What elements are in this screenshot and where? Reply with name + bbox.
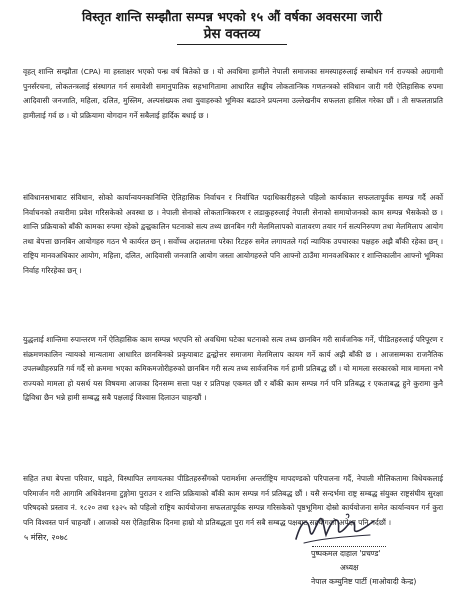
signature-line xyxy=(312,546,386,547)
subtitle-underline xyxy=(177,44,287,45)
paragraph-1: वृहत् शान्ति सम्झौता (CPA) मा हस्ताक्षर भएको पन्ध्र वर्ष बितेको छ । यो अवधिमा हामीले नेपाली समाजका समस्याहरुलाई सम्बोधन गर्न राज्यको अग्रगामी पुनर्संरचना, लोकतन्त्रलाई संस्थागत गर्न समावेशी समानुपातिक सहभागितामा आधारित सङ्घीय लोकतान्त्रिक गणतन्त्रको संविधान जारी गरी ऐतिहासिक रुपमा आदिवासी जनजाति, महिला, दलित, मुस्लिम, अल्पसंख्यक तथा युवाहरुको भूमिका बढाउने प्रयत्नमा उल्लेखनीय सफलता हासिल गरेका छौं । ती सफलताप्रति हामीलाई गर्व छ । यो प्रक्रियामा योगदान गर्ने सबैलाई हार्दिक बधाई छ । xyxy=(23,67,443,120)
release-date: ५ मंसिर, २०७८ xyxy=(24,533,68,542)
signer-name: पुष्पकमल दाहाल 'प्रचण्ड' xyxy=(311,549,381,558)
paragraph-4: सहित तथा बेपत्ता परिवार, घाइते, विस्थापित लगायतका पीडितहरुसँगको परामर्शमा अन्तर्राष्ट्रिय मापदण्डको परिपालना गर्दै, नेपाली मौलिकतामा विधेयकलाई परिमार्जन गरी आगामि अधिवेशनमा टुङ्गोमा पुराउन र शान्ति प्रक्रियाको बाँकी काम सम्पन्न गर्न प्रतिबद्ध छौं । यसै सन्दर्भमा राष्ट्र सम्बद्ध संयुक्त राष्ट्रसंघीय सुरक्षा परिषदको प्रस्ताव नं. १८२० तथा १३२५ को पहिलो राष्ट्रिय कार्ययोजना सफलतापूर्वक सम्पन्न गरिसकेको पृष्ठभूमिमा दोस्रो कार्ययोजना समेत कार्यान्वयन गर्न कुरा पनि विश्वस्त पार्न चाहन्छौं । आजको यस ऐतिहासिक दिनमा हाम्रो यो प्रतिबद्धता पुरा गर्न सबै सम्बद्ध पक्षबाट सहयोगको अपेक्षा पनि गर्दछौं । xyxy=(23,474,443,527)
document-title: विस्तृत शान्ति सम्झौता सम्पन्न भएको १५ औं वर्षका अवसरमा जारी xyxy=(82,9,382,24)
paragraph-2: संविधानसभाबाट संविधान, सोको कार्यान्वयनकानिम्ति ऐतिहासिक निर्वाचन र निर्वाचित पदाधिकारीहरुले पहिलो कार्यकाल सफलतापूर्वक सम्पन्न गर्दै अर्को निर्वाचनको तयारीमा प्रवेश गरिसकेको अवस्था छ । नेपाली सेनाको लोकतान्त्रिकरण र लडाकुहरुलाई नेपाली सेनाको समायोजनको काम सम्पन्न भैसकेको छ । शान्ति प्रक्रियाको बाँकी कामका रुपमा रहेको द्वन्द्वकालिन घटनाको सत्य तथ्य छानबिन गरी मेलमिलापको वातावरण तयार गर्न सत्यनिरुपण तथा मेलमिलाप आयोग तथा बेपत्ता छानबिन आयोगहरु गठन भै कार्यरत छन् । सर्वोच्च अदालतमा परेका रिटहरु समेत लगायतले गर्दा न्यायिक उपचारका पक्षहरु अझै बाँकी रहेका छन् । राष्ट्रिय मानवअधिकार आयोग, महिला, दलित, आदिवासी जनजाति आयोग जस्ता आयोगहरुले पनि आफ्नो ठाउँमा मानवअधिकार र शान्तिकालीन आफ्नो भूमिका निर्वाह गरिरहेका छन् । xyxy=(23,193,444,275)
signature-icon xyxy=(290,509,380,551)
organization-name: नेपाल कम्युनिष्ट पार्टी (माओवादी केन्द्र) xyxy=(311,577,417,586)
document-subtitle: प्रेस वक्तव्य xyxy=(203,26,261,42)
paragraph-3: युद्धलाई शान्तिमा रुपान्तरण गर्ने ऐतिहासिक काम सम्पन्न भएपनि सो अवधिमा घटेका घटनाको सत्य तथ्य छानबिन गरी सार्वजनिक गर्ने, पीडितहरुलाई परिपूरण र संक्रमणकालिन न्यायको मान्यतामा आधारित छानबिनको प्रकृयाबाट द्वन्द्वोत्तर समाजमा मेलमिलाप कायम गर्ने कार्य अझै बाँकी छ । आजसम्मका राजनैतिक उपलब्धीहरुप्रति गर्व गर्दै सो क्रममा भएका कमिकमजोरीहरुको छानबिन गरी सत्य तथ्य सार्वजनिक गर्न हामी प्रतिबद्ध छौं । यो मामला सरकारको मात्र मामला नभै राज्यको मामला हो यसर्थ यस विषयमा आजका दिनसम्म सत्ता पक्ष र प्रतिपक्ष एकमत छौं र बाँकी काम सम्पन्न गर्न पनि प्रतिबद्ध र एकताबद्ध हुने कुरामा कुनै द्विविधा छैन भन्ने हामी सम्बद्ध सबै पक्षलाई विश्वास दिलाउन चाहन्छौं । xyxy=(23,335,443,403)
signer-role: अध्यक्ष xyxy=(340,563,359,572)
